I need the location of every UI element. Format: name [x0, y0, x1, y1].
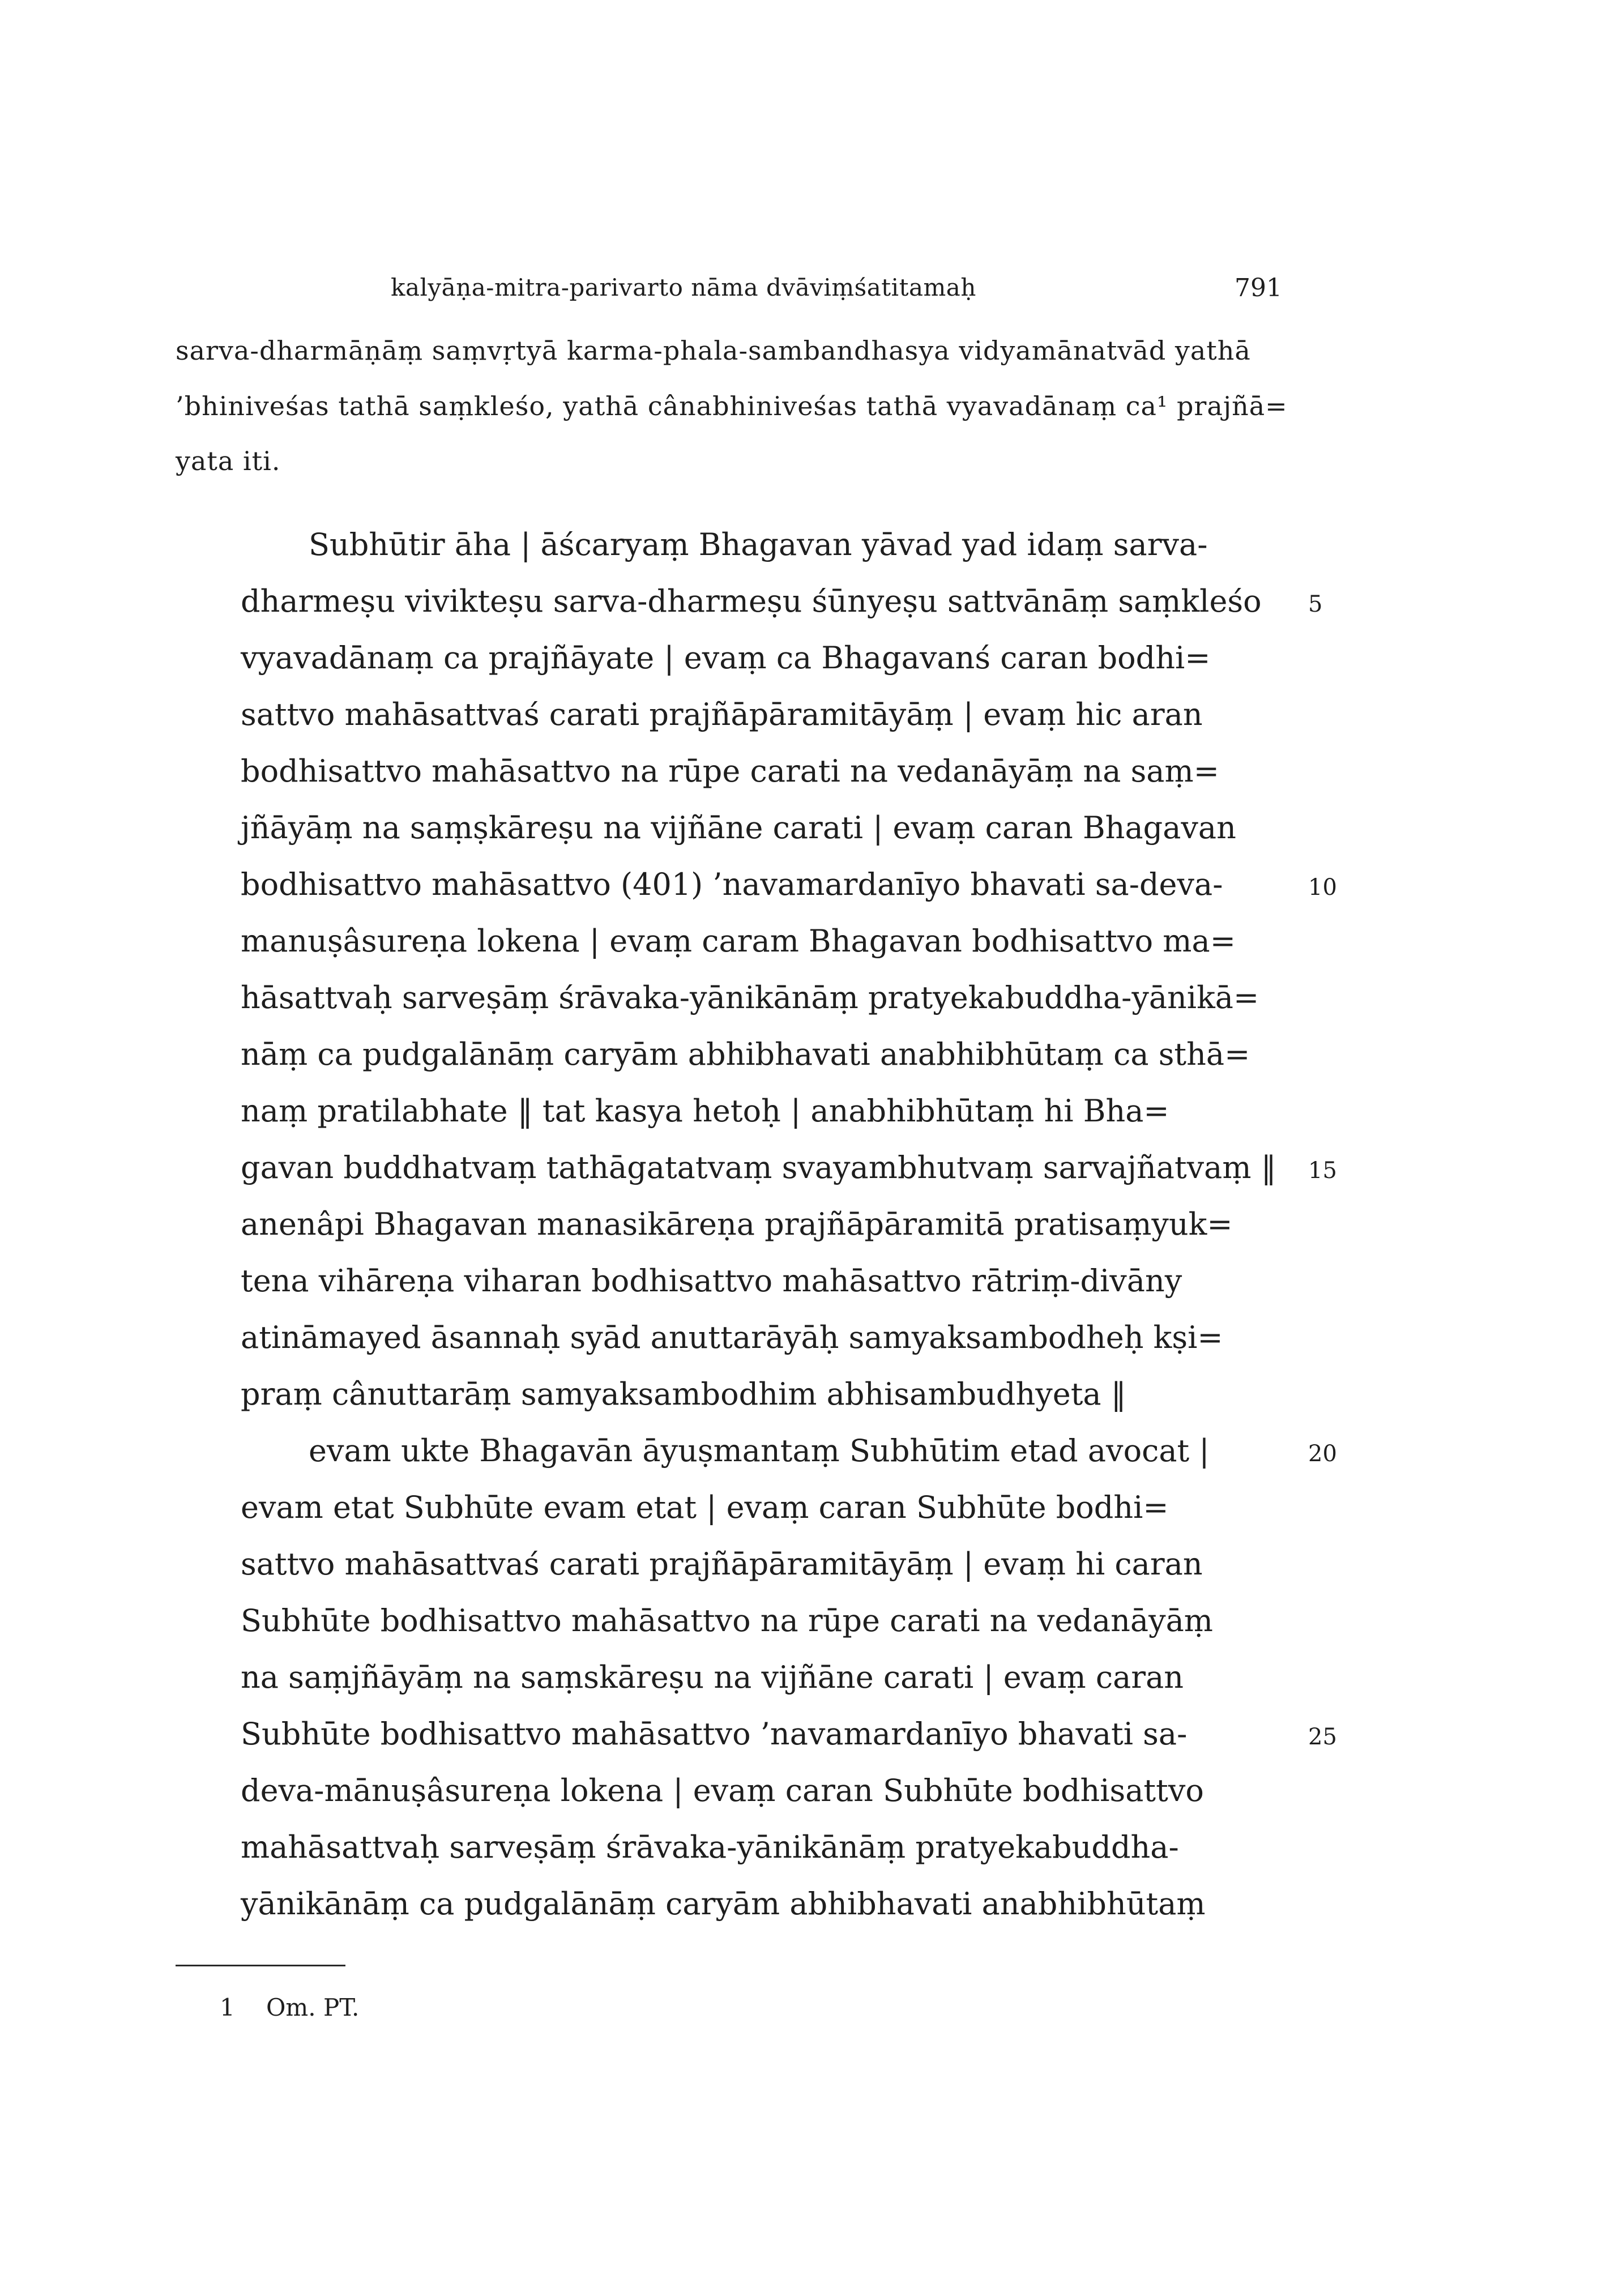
text-line: ’bhiniveśas tathā saṃkleśo, yathā cânabhiniveśas tathā vyavadānaṃ ca¹ prajñā= [176, 391, 1288, 421]
text-line: evam ukte Bhagavān āyuṣmantaṃ Subhūtim etad avocat | [309, 1433, 1210, 1469]
text-line: Subhūte bodhisattvo mahāsattvo ’navamardanīyo bhavati sa- [241, 1716, 1188, 1752]
text-line: yānikānāṃ ca pudgalānāṃ caryām abhibhavati anabhibhūtaṃ [241, 1886, 1206, 1922]
text-line: mahāsattvaḥ sarveṣāṃ śrāvaka-yānikānāṃ pratyekabuddha- [241, 1829, 1179, 1865]
text-line: dharmeṣu vivikteṣu sarva-dharmeṣu śūnyeṣu sattvānāṃ saṃkleśo [241, 583, 1262, 619]
line-number: 25 [1308, 1724, 1337, 1750]
text-line: naṃ pratilabhate ‖ tat kasya hetoḥ | anabhibhūtaṃ hi Bha= [241, 1093, 1169, 1129]
line-number: 15 [1308, 1158, 1337, 1184]
text-line: nāṃ ca pudgalānāṃ caryām abhibhavati anabhibhūtaṃ ca sthā= [241, 1036, 1250, 1072]
text-line: evam etat Subhūte evam etat | evaṃ caran Subhūte bodhi= [241, 1490, 1169, 1525]
footnote-text: Om. PT. [266, 1994, 360, 2021]
text-line: sarva-dharmāṇāṃ saṃvṛtyā karma-phala-sambandhasya vidyamānatvād yathā [176, 335, 1251, 366]
text-line: hāsattvaḥ sarveṣāṃ śrāvaka-yānikānāṃ pratyekabuddha-yānikā= [241, 980, 1259, 1015]
text-line: vyavadānaṃ ca prajñāyate | evaṃ ca Bhagavanś caran bodhi= [241, 640, 1211, 676]
line-number: 20 [1308, 1441, 1337, 1467]
text-line: bodhisattvo mahāsattvo (401) ’navamardanīyo bhavati sa-deva- [241, 867, 1223, 902]
text-line: sattvo mahāsattvaś carati prajñāpāramitāyāṃ | evaṃ hi caran [241, 1546, 1203, 1582]
text-line: sattvo mahāsattvaś carati prajñāpāramitāyāṃ | evaṃ hic aran [241, 697, 1203, 732]
footnote-number: 1 [220, 1994, 235, 2021]
running-header: kalyāṇa-mitra-parivarto nāma dvāviṃśatitamaḥ [391, 274, 976, 301]
text-line: Subhūtir āha | āścaryaṃ Bhagavan yāvad yad idaṃ sarva- [309, 527, 1208, 562]
text-line: yata iti. [176, 446, 281, 476]
footnote-rule [176, 1965, 345, 1966]
text-line: jñāyāṃ na saṃṣkāreṣu na vijñāne carati | evaṃ caran Bhagavan [241, 810, 1236, 846]
text-line: bodhisattvo mahāsattvo na rūpe carati na vedanāyāṃ na saṃ= [241, 753, 1219, 789]
page-number: 791 [1235, 274, 1282, 302]
text-line: praṃ cânuttarāṃ samyaksambodhim abhisambudhyeta ‖ [241, 1376, 1126, 1412]
line-number: 5 [1308, 591, 1323, 617]
text-line: manuṣâsureṇa lokena | evaṃ caram Bhagavan bodhisattvo ma= [241, 923, 1236, 959]
text-line: Subhūte bodhisattvo mahāsattvo na rūpe carati na vedanāyāṃ [241, 1603, 1214, 1638]
text-line: atināmayed āsannaḥ syād anuttarāyāḥ samyaksambodheḥ kṣi= [241, 1320, 1223, 1355]
line-number: 10 [1308, 874, 1337, 901]
text-line: gavan buddhatvaṃ tathāgatatvaṃ svayambhutvaṃ sarvajñatvaṃ ‖ [241, 1150, 1276, 1185]
text-line: anenâpi Bhagavan manasikāreṇa prajñāpāramitā pratisaṃyuk= [241, 1206, 1233, 1242]
text-line: tena vihāreṇa viharan bodhisattvo mahāsattvo rātriṃ-divāny [241, 1263, 1182, 1299]
text-line: deva-mānuṣâsureṇa lokena | evaṃ caran Subhūte bodhisattvo [241, 1773, 1204, 1808]
text-line: na saṃjñāyāṃ na saṃskāreṣu na vijñāne carati | evaṃ caran [241, 1659, 1184, 1695]
